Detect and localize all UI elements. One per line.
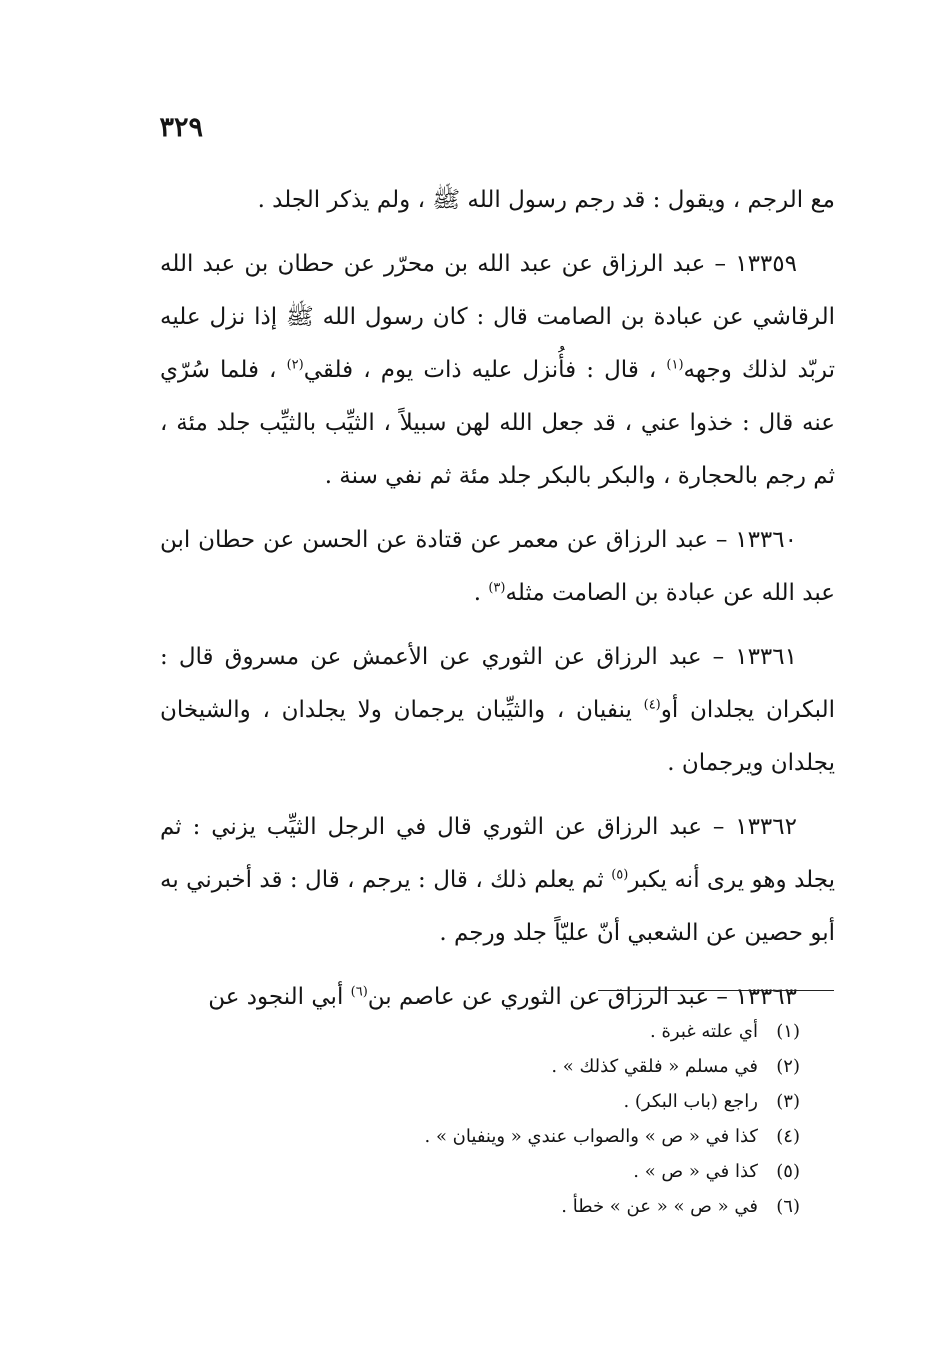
footnote-text: كذا في « ص » والصواب عندي « وينفيان » . — [424, 1126, 758, 1147]
paragraph-text: أبي النجود عن — [208, 984, 351, 1010]
footnote-ref[interactable]: (٥) — [611, 867, 629, 883]
footnote-number: (٣) — [776, 1091, 800, 1112]
paragraph-text: ، قال : فأُنزل عليه ذات يوم ، فلقي — [303, 357, 667, 383]
hadith-13362 — [160, 801, 835, 960]
paragraph-text: ١٣٣٥٩ – عبد الرزاق عن عبد الله بن محرّر عن حطان بن عبد الله الرقاشي عن عبادة بن الصامت قال : كان رسول الله ﷺ إذا نزل عليه تربّد لذلك وجهه — [160, 251, 836, 383]
footnote-item — [280, 1049, 800, 1084]
footnote-number: (١) — [776, 1021, 800, 1042]
footnote-item — [280, 1154, 800, 1189]
page-number: ٣٢٩ — [159, 112, 203, 143]
footnote-number: (٤) — [776, 1126, 800, 1147]
footnote-text: كذا في « ص » . — [633, 1161, 758, 1182]
footnote-number: (٢) — [776, 1056, 800, 1077]
main-text — [160, 174, 835, 1035]
footnote-text: راجع (باب البكر) . — [623, 1091, 758, 1112]
hadith-13359 — [160, 238, 835, 503]
footnote-ref[interactable]: (٣) — [488, 580, 506, 596]
footnote-item — [280, 1084, 800, 1119]
footnote-text: في « ص » « عن » خطأ . — [561, 1196, 758, 1217]
footnote-ref[interactable]: (٦) — [350, 984, 368, 1000]
footnote-ref[interactable]: (١) — [666, 357, 684, 373]
footnote-item — [280, 1119, 800, 1154]
footnote-ref[interactable]: (٤) — [643, 697, 661, 713]
paragraph-text: ينفيان ، والثيِّبان يرجمان ولا يجلدان ، والشيخان يجلدان ويرجمان . — [160, 697, 835, 776]
paragraph-text: ثم يعلم ذلك ، قال : يرجم ، قال : قد أخبرني به أبو حصين عن الشعبي أنّ عليّاً جلد ورجم . — [160, 867, 835, 946]
hadith-13360 — [160, 514, 835, 620]
paragraph-text: . — [473, 580, 489, 606]
paragraph-text: ١٣٣٦٠ – عبد الرزاق عن معمر عن قتادة عن الحسن عن حطان ابن عبد الله عن عبادة بن الصامت مثله — [160, 527, 835, 606]
footnote-text: في مسلم « فلقي كذلك » . — [551, 1056, 758, 1077]
paragraph-text: ١٣٣٦٣ – عبد الرزاق عن الثوري عن عاصم بن — [367, 984, 797, 1010]
paragraph-text: ١٣٣٦١ – عبد الرزاق عن الثوري عن الأعمش عن مسروق قال : البكران يجلدان أو — [160, 644, 835, 723]
paragraph-text: ١٣٣٦٢ – عبد الرزاق عن الثوري قال في الرجل الثيِّب يزني : ثم يجلد وهو يرى أنه يكبر — [160, 814, 835, 893]
paragraph-text: ، فلما سُرّي عنه قال : خذوا عني ، قد جعل الله لهن سبيلاً ، الثيِّب بالثيِّب جلد مئة ، ثم رجم بالحجارة ، والبكر بالبكر جلد مئة ثم نفي سنة . — [160, 357, 835, 489]
footnote-ref[interactable]: (٢) — [286, 357, 304, 373]
paragraph-continuation — [160, 174, 835, 227]
footnote-divider — [598, 990, 834, 991]
hadith-13361 — [160, 631, 835, 790]
footnote-number: (٦) — [776, 1196, 800, 1217]
footnote-item — [280, 1189, 800, 1224]
footnote-text: أي علته غبرة . — [650, 1021, 758, 1042]
paragraph-text: مع الرجم ، ويقول : قد رجم رسول الله ﷺ ، ولم يذكر الجلد . — [257, 187, 835, 213]
footnote-number: (٥) — [776, 1161, 800, 1182]
footnote-item — [280, 1014, 800, 1049]
footnotes — [280, 1014, 800, 1224]
